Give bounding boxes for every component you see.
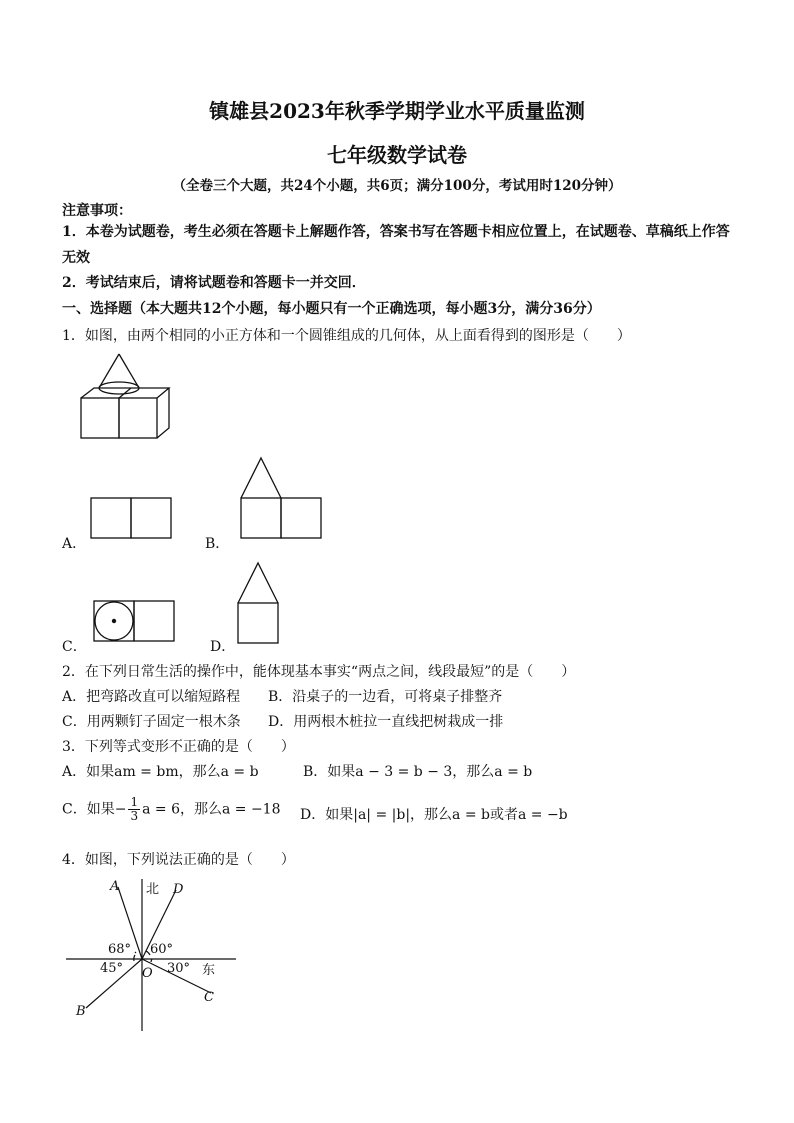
point-o-label: O bbox=[142, 966, 153, 981]
point-a-label: A bbox=[110, 879, 120, 894]
fraction-numerator: 1 bbox=[130, 795, 139, 809]
q1-stem: 1．如图，由两个相同的小正方体和一个圆锥组成的几何体，从上面看得到的图形是（ ） bbox=[62, 328, 631, 344]
q1-option-c-figure bbox=[93, 600, 183, 645]
q3-option-a: A．如果am = bm，那么a = b bbox=[62, 764, 259, 780]
point-d-label: D bbox=[173, 882, 184, 897]
exam-info: （全卷三个大题，共24个小题，共6页；满分100分，考试用时120分钟） bbox=[172, 178, 622, 194]
q4-stem: 4．如图，下列说法正确的是（ ） bbox=[62, 852, 295, 868]
exam-subject-title: 七年级数学试卷 bbox=[327, 143, 467, 167]
q2-option-a: A．把弯路改直可以缩短路程 bbox=[62, 689, 241, 705]
point-c-label: C bbox=[204, 990, 214, 1005]
notice-heading: 注意事项： bbox=[62, 203, 132, 219]
angle-68-label: 68° bbox=[108, 942, 132, 957]
fraction-denominator: 3 bbox=[130, 809, 139, 823]
q3-option-c-suffix: a = 6，那么a = −18 bbox=[142, 801, 281, 818]
angle-30-label: 30° bbox=[167, 961, 191, 976]
q3-stem: 3．下列等式变形不正确的是（ ） bbox=[62, 739, 295, 755]
q3-option-c-prefix: C．如果− bbox=[62, 801, 127, 818]
q3-option-c bbox=[62, 796, 281, 823]
q1-figure bbox=[76, 352, 196, 452]
notice-item-1: 1．本卷为试题卷，考生必须在答题卡上解题作答，答案书写在答题卡相应位置上，在试题卷、草稿纸上作答无效 bbox=[62, 224, 730, 266]
q3-option-d: D．如果|a| = |b|，那么a = b或者a = −b bbox=[300, 807, 568, 823]
q3-option-c-fraction bbox=[128, 796, 140, 823]
notice-item-2: 2．考试结束后，请将试题卷和答题卡一并交回． bbox=[62, 275, 366, 291]
angle-45-label: 45° bbox=[100, 961, 124, 976]
angle-60-label: 60° bbox=[150, 942, 174, 957]
q1-option-b-figure bbox=[240, 456, 330, 541]
q1-option-d: D． bbox=[210, 639, 236, 655]
q4-direction-figure bbox=[66, 875, 246, 1035]
q1-option-d-figure bbox=[237, 561, 287, 646]
north-label: 北 bbox=[146, 882, 160, 897]
q2-option-b: B．沿桌子的一边看，可将桌子排整齐 bbox=[268, 689, 503, 705]
section-1-heading: 一、选择题（本大题共12个小题，每小题只有一个正确选项，每小题3分，满分36分） bbox=[62, 301, 601, 317]
q1-option-a: A． bbox=[62, 536, 87, 552]
east-label: 东 bbox=[202, 963, 216, 978]
q3-option-b: B．如果a − 3 = b − 3，那么a = b bbox=[303, 764, 533, 780]
point-b-label: B bbox=[76, 1004, 86, 1019]
q2-option-c: C．用两颗钉子固定一根木条 bbox=[62, 714, 241, 730]
q1-option-c: C． bbox=[62, 639, 87, 655]
exam-title: 镇雄县2023年秋季学期学业水平质量监测 bbox=[209, 99, 585, 123]
q2-stem: 2．在下列日常生活的操作中，能体现基本事实“两点之间，线段最短”的是（ ） bbox=[62, 664, 576, 680]
q2-option-d: D．用两根木桩拉一直线把树栽成一排 bbox=[268, 714, 504, 730]
q1-option-a-figure bbox=[90, 496, 180, 541]
q1-option-b: B． bbox=[205, 536, 230, 552]
